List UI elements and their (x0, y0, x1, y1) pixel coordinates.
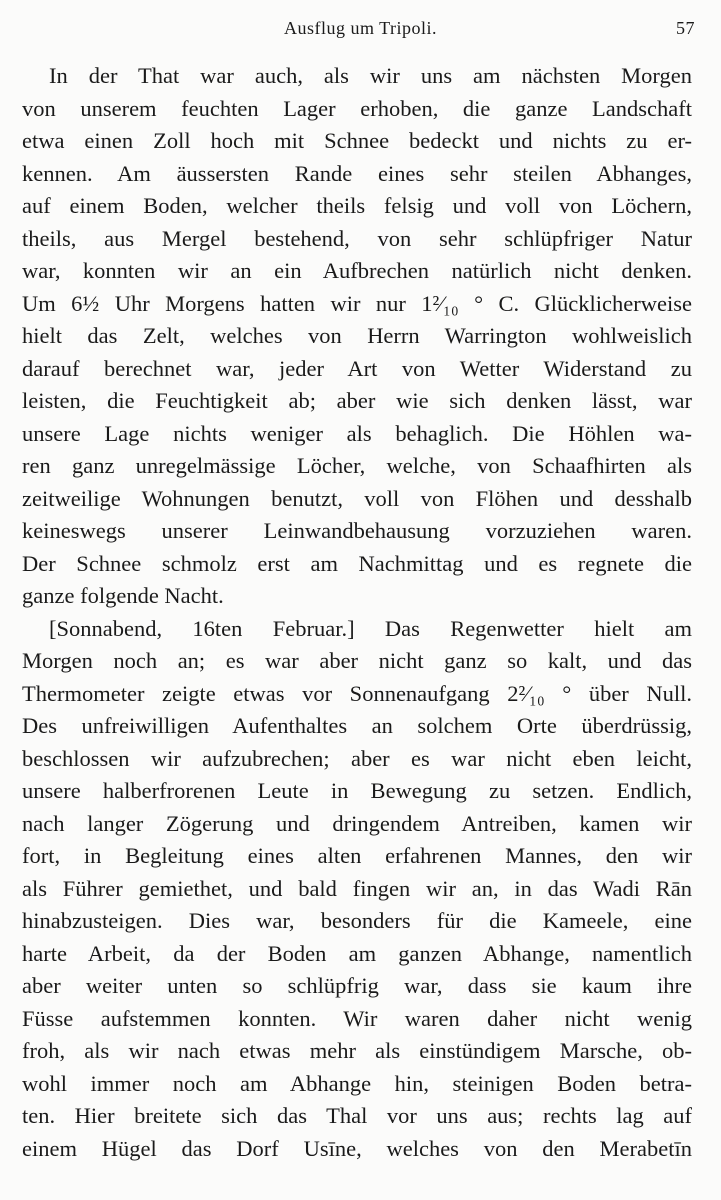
text-line: fort, in Begleitung eines alten erfahrenen Mannes, den wir (22, 843, 692, 868)
text-line: von unserem feuchten Lager erhoben, die ganze Landschaft (22, 95, 692, 121)
text-line: unsere Lage nichts weniger als behaglich. Die Höhlen wa- (22, 420, 692, 446)
text-line: Des unfreiwilligen Aufenthaltes an solchem Orte überdrüssig, (22, 713, 692, 738)
text-line: einem Hügel das Dorf Usīne, welches von den Merabetīn (22, 1135, 692, 1161)
text-line: Der Schnee schmolz erst am Nachmittag und es regnete die (22, 550, 692, 576)
text-line: ten. Hier breitete sich das Thal vor uns aus; rechts lag auf (22, 1103, 692, 1128)
text-line: unsere halberfrorenen Leute in Bewegung zu setzen. Endlich, (22, 778, 692, 803)
text-line: [Sonnabend, 16ten Februar.] Das Regenwetter hielt am (49, 615, 692, 641)
text-line: aber weiter unten so schlüpfrig war, dass sie kaum ihre (22, 973, 692, 998)
text-line: leisten, die Feuchtigkeit ab; aber wie sich denken lässt, war (22, 388, 692, 413)
body-text (22, 60, 692, 1165)
text-line: als Führer gemiethet, und bald fingen wir an, in das Wadi Rān (22, 875, 692, 901)
text-line: hinabzusteigen. Dies war, besonders für die Kameele, eine (22, 908, 692, 933)
text-line: harte Arbeit, da der Boden am ganzen Abhange, namentlich (22, 940, 692, 966)
running-header (0, 12, 721, 40)
text-line: zeitweilige Wohnungen benutzt, voll von Flöhen und desshalb (22, 485, 692, 511)
text-line: In der That war auch, als wir uns am nächsten Morgen (49, 63, 692, 88)
text-line: ren ganz unregelmässige Löcher, welche, von Schaafhirten als (22, 453, 692, 478)
text-line: beschlossen wir aufzubrechen; aber es war nicht eben leicht, (22, 745, 692, 771)
text-line: nach langer Zögerung und dringendem Antreiben, kamen wir (22, 810, 692, 836)
text-line: Um 6½ Uhr Morgens hatten wir nur 1²⁄₁₀ ° C. Glücklicherweise (22, 290, 692, 316)
running-title: Ausflug um Tripoli. (283, 18, 438, 38)
text-line: kennen. Am äussersten Rande eines sehr steilen Abhanges, (22, 160, 692, 186)
text-line: froh, als wir nach etwas mehr als einstündigem Marsche, ob- (22, 1038, 692, 1063)
text-line: wohl immer noch am Abhange hin, steinigen Boden betra- (22, 1070, 692, 1096)
text-line: darauf berechnet war, jeder Art von Wetter Widerstand zu (22, 355, 692, 381)
text-line: Morgen noch an; es war aber nicht ganz so kalt, und das (22, 648, 692, 673)
page-number: 57 (676, 18, 695, 38)
text-line: Füsse aufstemmen konnten. Wir waren daher nicht wenig (22, 1005, 692, 1031)
text-line: etwa einen Zoll hoch mit Schnee bedeckt und nichts zu er- (22, 128, 692, 153)
text-line: hielt das Zelt, welches von Herrn Warrington wohlweislich (22, 323, 692, 348)
text-line: ganze folgende Nacht. (22, 583, 224, 608)
text-line: auf einem Boden, welcher theils felsig und voll von Löchern, (22, 193, 692, 218)
text-line: keineswegs unserer Leinwandbehausung vorzuziehen waren. (22, 518, 692, 543)
text-line: war, konnten wir an ein Aufbrechen natürlich nicht denken. (22, 258, 692, 283)
text-line: Thermometer zeigte etwas vor Sonnenaufgang 2²⁄₁₀ ° über Null. (22, 680, 692, 706)
text-line: theils, aus Mergel bestehend, von sehr schlüpfriger Natur (22, 225, 692, 251)
